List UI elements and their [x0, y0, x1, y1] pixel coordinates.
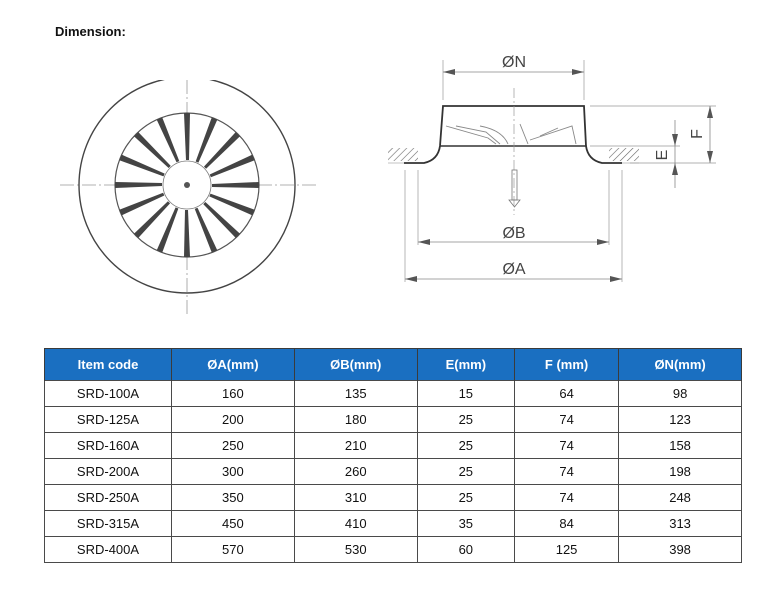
cell-e: 60 — [417, 537, 514, 563]
cell-b: 410 — [294, 511, 417, 537]
table-row — [45, 381, 742, 407]
cell-f: 64 — [515, 381, 619, 407]
label-f: F — [689, 129, 706, 139]
cell-e: 35 — [417, 511, 514, 537]
col-e: E(mm) — [417, 349, 514, 381]
table-row — [45, 485, 742, 511]
cell-f: 74 — [515, 485, 619, 511]
label-b: ØB — [502, 225, 526, 242]
cell-item-code: SRD-100A — [45, 381, 172, 407]
table-row — [45, 511, 742, 537]
cell-e: 25 — [417, 459, 514, 485]
label-n: ØN — [502, 54, 526, 71]
cell-n: 398 — [619, 537, 742, 563]
dimension-table — [44, 348, 742, 563]
cell-e: 15 — [417, 381, 514, 407]
table-row — [45, 407, 742, 433]
front-view-drawing — [60, 80, 320, 320]
table-row — [45, 459, 742, 485]
cell-b: 310 — [294, 485, 417, 511]
col-f: F (mm) — [515, 349, 619, 381]
label-e: E — [654, 149, 671, 161]
cell-e: 25 — [417, 433, 514, 459]
cell-a: 200 — [172, 407, 295, 433]
cell-item-code: SRD-250A — [45, 485, 172, 511]
cell-e: 25 — [417, 485, 514, 511]
cell-item-code: SRD-125A — [45, 407, 172, 433]
cell-e: 25 — [417, 407, 514, 433]
cell-a: 160 — [172, 381, 295, 407]
cell-f: 74 — [515, 433, 619, 459]
cell-b: 210 — [294, 433, 417, 459]
table-row — [45, 433, 742, 459]
cell-n: 158 — [619, 433, 742, 459]
table-header-row — [45, 349, 742, 381]
label-a: ØA — [502, 261, 526, 278]
cell-f: 74 — [515, 459, 619, 485]
cell-n: 198 — [619, 459, 742, 485]
cell-b: 530 — [294, 537, 417, 563]
cell-a: 350 — [172, 485, 295, 511]
cell-a: 450 — [172, 511, 295, 537]
cell-n: 123 — [619, 407, 742, 433]
col-n: ØN(mm) — [619, 349, 742, 381]
cell-n: 313 — [619, 511, 742, 537]
cell-a: 250 — [172, 433, 295, 459]
cell-item-code: SRD-315A — [45, 511, 172, 537]
cell-b: 180 — [294, 407, 417, 433]
cell-n: 248 — [619, 485, 742, 511]
cell-item-code: SRD-400A — [45, 537, 172, 563]
col-item-code: Item code — [45, 349, 172, 381]
cell-f: 74 — [515, 407, 619, 433]
side-view-drawing — [380, 40, 740, 300]
cell-item-code: SRD-160A — [45, 433, 172, 459]
cell-b: 260 — [294, 459, 417, 485]
cell-a: 300 — [172, 459, 295, 485]
table-row — [45, 537, 742, 563]
col-a: ØA(mm) — [172, 349, 295, 381]
cell-n: 98 — [619, 381, 742, 407]
cell-item-code: SRD-200A — [45, 459, 172, 485]
cell-f: 125 — [515, 537, 619, 563]
cell-f: 84 — [515, 511, 619, 537]
page-title: Dimension: — [55, 24, 126, 39]
col-b: ØB(mm) — [294, 349, 417, 381]
cell-b: 135 — [294, 381, 417, 407]
cell-a: 570 — [172, 537, 295, 563]
